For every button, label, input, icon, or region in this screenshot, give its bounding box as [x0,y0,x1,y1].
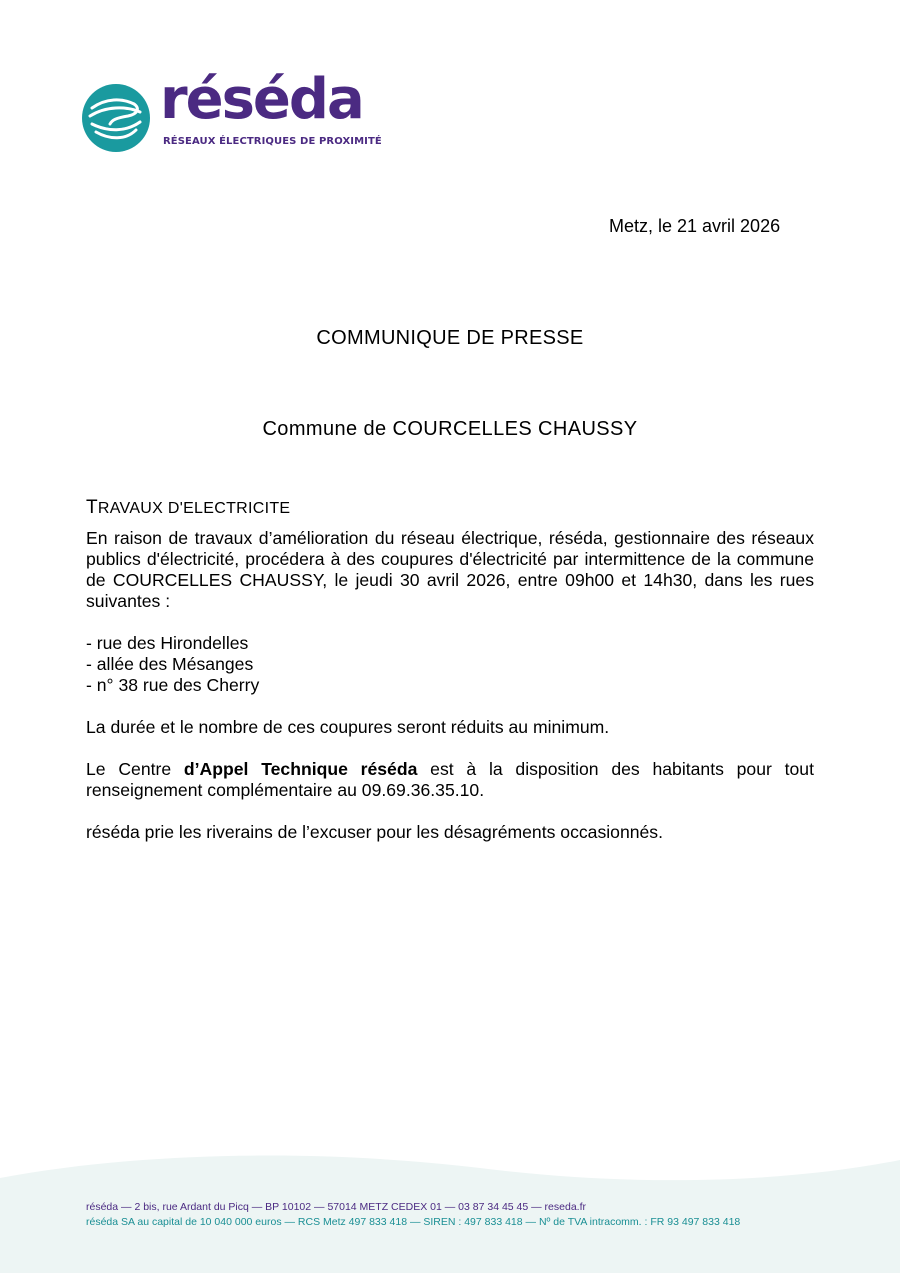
footer [86,1200,740,1230]
contact-text-post: est à la disposition des habitants pour tout renseignement complémentaire au 09.69.36.35.10. [86,759,814,800]
press-release-title: COMMUNIQUE DE PRESSE [316,327,584,349]
apology-paragraph: réséda prie les riverains de l’excuser pour les désagréments occasionnés. [86,822,663,842]
street-item: - rue des Hirondelles [86,633,249,653]
letter-body [86,497,814,843]
reseda-logo [82,67,382,154]
footer-legal: réséda SA au capital de 10 040 000 euros — RCS Metz 497 833 418 — SIREN : 497 833 418 — Nº de TVA intracomm. : FR 93 497 833 418 [86,1216,741,1228]
contact-center-name: d’Appel Technique réséda [183,759,418,779]
logo-wordmark: réséda [160,67,363,132]
reseda-logo-icon [82,84,150,152]
logo-tagline: RÉSEAUX ÉLECTRIQUES DE PROXIMITÉ [163,136,382,147]
letter-date: Metz, le 21 avril 2026 [609,216,781,236]
commune-heading: Commune de COURCELLES CHAUSSY [262,418,638,440]
street-item: - allée des Mésanges [86,654,254,674]
section-heading-rest: RAVAUX D'ELECTRICITE [97,500,291,517]
intro-paragraph: En raison de travaux d’amélioration du réseau électrique, réséda, gestionnaire des réseaux publics d'électricité, procédera à des coupures d'électricité par intermittence de la commune de COURCELLES CHAUSSY, le jeudi 30 avril 2026, entre 09h00 et 14h30, dans les rues suivantes : [86,528,814,611]
duration-paragraph: La durée et le nombre de ces coupures seront réduits au minimum. [86,717,610,737]
contact-text-pre: Le Centre [86,759,184,779]
contact-paragraph [86,759,814,801]
street-item: - n° 38 rue des Cherry [86,675,260,695]
footer-address: réséda — 2 bis, rue Ardant du Picq — BP 10102 — 57014 METZ CEDEX 01 — 03 87 34 45 45 — reseda.fr [86,1201,586,1213]
section-heading-initial: T [86,497,98,518]
section-heading [86,497,814,519]
